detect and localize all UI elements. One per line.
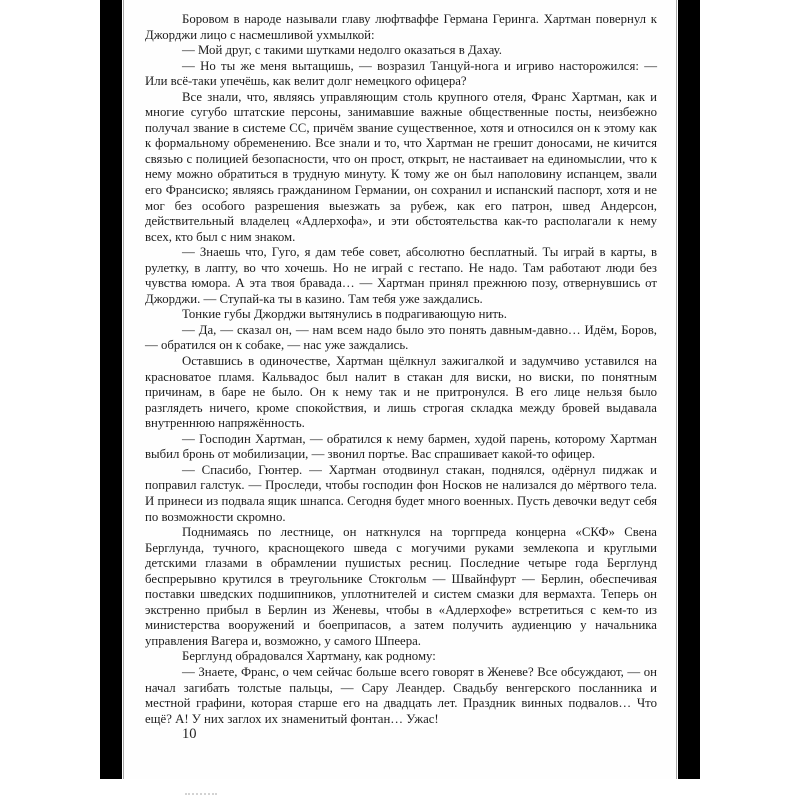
- paragraph: — Да, — сказал он, — нам всем надо было это понять давным-давно… Идём, Боров, — обратился он к собаке, — нас уже заждались.: [145, 322, 657, 353]
- paragraph: — Но ты же меня вытащишь, — возразил Танцуй-нога и игриво насторожился: — Или всё-таки упечёшь, как велит долг немецкого офицера?: [145, 58, 657, 89]
- paragraph: — Знаешь что, Гуго, я дам тебе совет, абсолютно бесплатный. Ты играй в карты, в рулетку, в лапту, во что хочешь. Но не играй с гестапо. Не надо. Там работают люди без чувства юмора. А эта твоя бравада… — Хартман принял прежнюю позу, отвернувшись от Джорджи. — Ступай-ка ты в казино. Там тебя уже заждались.: [145, 245, 657, 306]
- paragraph: — Знаете, Франс, о чем сейчас больше всего говорят в Женеве? Все обсуждают, — он начал загибать толстые пальцы, — Сару Леандер. Свадьбу венгерского посланника и местной графини, которая старше его на двадцать лет. Праздник винных подвалов… Что ещё? А! У них заглох их знаменитый фонтан… Ужас!: [145, 664, 657, 726]
- paragraph: — Мой друг, с такими шутками недолго оказаться в Дахау.: [182, 43, 502, 58]
- paragraph: Оставшись в одиночестве, Хартман щёлкнул зажигалкой и задумчиво уставился на красноватое пламя. Кальвадос был налит в стакан для виски, но виски, по понятным причинам, в баре не было. Он к нему так и не притронулся. В его лице нельзя было разглядеть ничего, кроме спокойствия, и лишь строгая складка между бровей выдавала внутреннюю напряжённость.: [145, 354, 657, 431]
- scan-artifact: [185, 793, 217, 795]
- paragraph: Поднимаясь по лестнице, он наткнулся на торгпреда концерна «СКФ» Свена Берглунда, тучного, краснощекого шведа с могучими руками землекопа и круглыми детскими глазами в обрамлении пушистых ресниц. Последние четыре года Берглунд беспрерывно крутился в треугольнике Стокгольм — Швайнфурт — Берлин, обеспечивая поставки шведских подшипников, уплотнителей и систем смазки для вермахта. Теперь он экстренно прибыл в Берлин из Женевы, чтобы в «Адлерхофе» встретиться с кем-то из министерства вооружений и боеприпасов, а затем получить аудиенцию у начальника управления Вагера и, возможно, у самого Шпеера.: [145, 525, 657, 648]
- page-number: 10: [182, 726, 197, 743]
- right-page-edge: [676, 0, 677, 779]
- paragraph: — Спасибо, Гюнтер. — Хартман отодвинул стакан, поднялся, одёрнул пиджак и поправил галстук. — Проследи, чтобы господин фон Носков не нализался до мёртвого тела. И принеси из подвала ящик шнапса. Сегодня будет много военных. Пусть девочки ведут себя по возможности скромно.: [145, 462, 657, 524]
- paragraph: — Господин Хартман, — обратился к нему бармен, худой парень, которому Хартман выбил бронь от мобилизации, — звонил портье. Вас спрашивает какой-то офицер.: [145, 431, 657, 462]
- right-scan-gutter: [678, 0, 700, 779]
- paragraph: Тонкие губы Джорджи вытянулись в подрагивающую нить.: [182, 307, 507, 322]
- paragraph: Все знали, что, являясь управляющим столь крупного отеля, Франс Хартман, как и многие сугубо штатские персоны, занимавшие важные общественные посты, неизбежно получал звание в системе СС, причём звание существенное, хотя и относился он к этому как к формальному обременению. Все знали и то, что Хартман не грешит доносами, не кичится связью с полицией безопасности, что он прост, открыт, не настаивает на единомыслии, что к нему можно обратиться в трудную минуту. К тому же он был наполовину испанцем, звали его Франсиско; являясь гражданином Германии, он сохранил и испанский паспорт, хотя и не мог без особого разрешения выезжать за рубеж, как его патрон, швед Андерсон, действительный владелец «Адлерхофа», и эти обстоятельства как-то располагали к нему всех, кто был с ним знаком.: [145, 89, 657, 244]
- paragraph: Боровом в народе называли главу люфтваффе Германа Геринга. Хартман повернул к Джорджи лицо с насмешливой ухмылкой:: [145, 12, 657, 42]
- left-scan-gutter: [100, 0, 122, 779]
- book-page: [124, 0, 676, 779]
- page-text: [145, 12, 657, 743]
- paragraph: Берглунд обрадовался Хартману, как родному:: [182, 649, 436, 664]
